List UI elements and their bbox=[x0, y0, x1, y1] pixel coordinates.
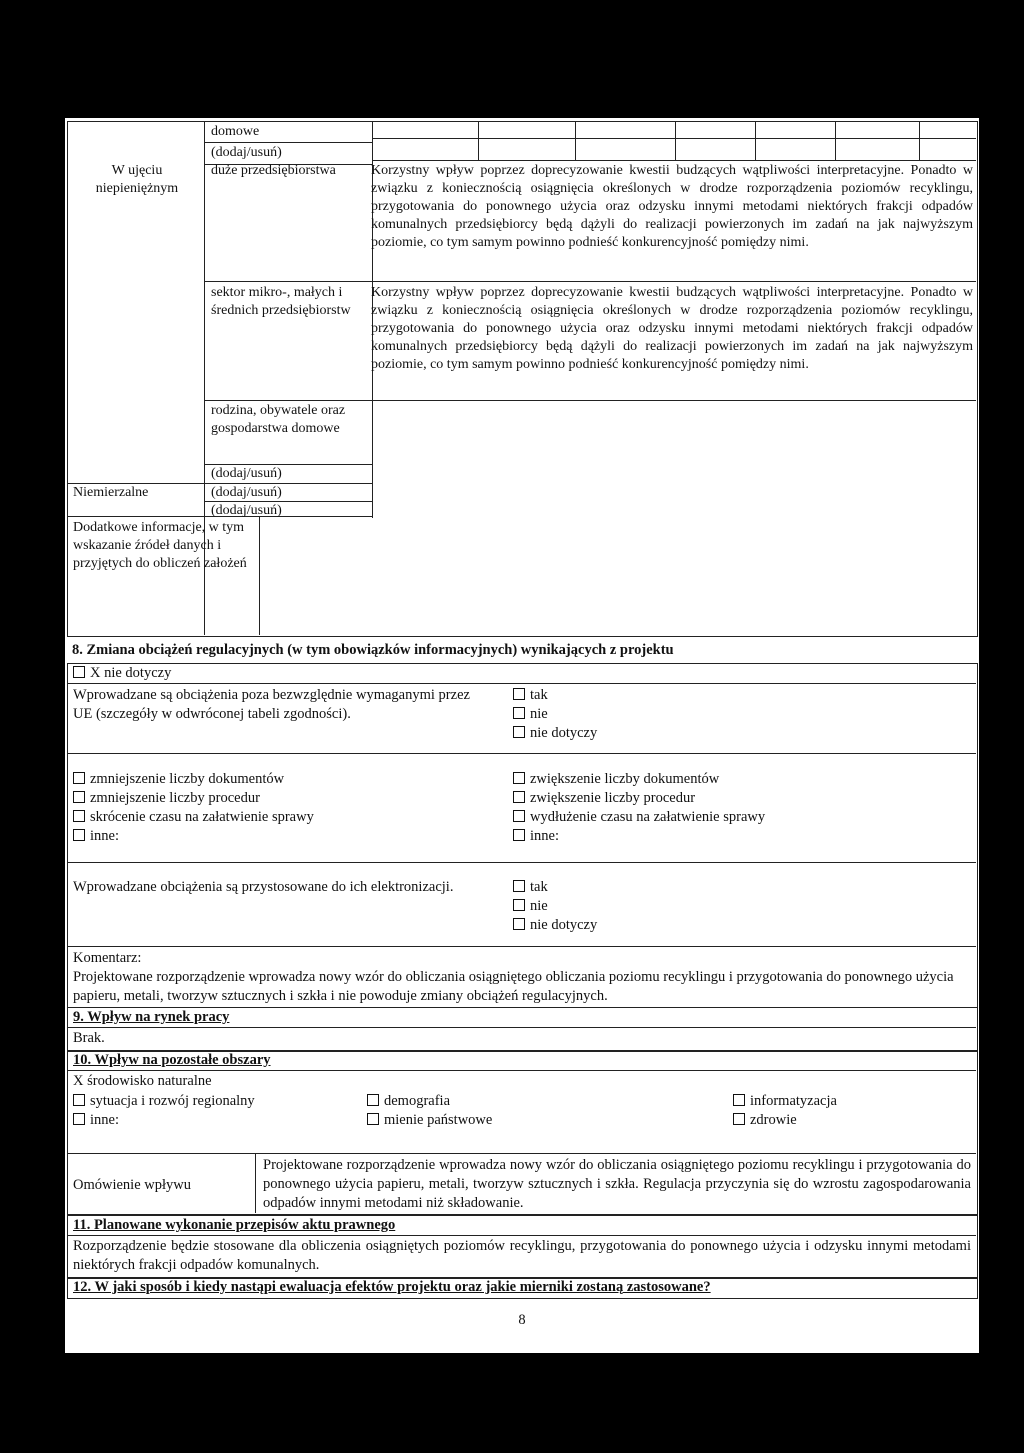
option-digitization[interactable]: informatyzacja bbox=[733, 1092, 837, 1111]
checkbox-icon[interactable] bbox=[367, 1094, 379, 1106]
checkbox-icon[interactable] bbox=[367, 1113, 379, 1125]
section8-q1-options bbox=[513, 686, 597, 743]
option-more-documents[interactable]: zwiększenie liczby dokumentów bbox=[513, 770, 765, 789]
section8-q1: Wprowadzane są obciążenia poza bezwzględnie wymaganymi przez UE (szczegóły w odwróconej tabeli zgodności). bbox=[73, 687, 470, 722]
checkbox-icon[interactable] bbox=[733, 1094, 745, 1106]
checkbox-icon[interactable] bbox=[513, 688, 525, 700]
checkbox-icon[interactable] bbox=[513, 899, 525, 911]
section10-heading: 10. Wpływ na pozostałe obszary bbox=[73, 1052, 271, 1068]
family-label: rodzina, obywatele oraz gospodarstwa domowe bbox=[211, 403, 346, 436]
checkbox-icon[interactable] bbox=[513, 772, 525, 784]
section11-heading: 11. Planowane wykonanie przepisów aktu prawnego bbox=[73, 1217, 396, 1233]
option-state-property[interactable]: mienie państwowe bbox=[367, 1111, 492, 1130]
checkbox-icon[interactable] bbox=[73, 772, 85, 784]
unmeasurable-dodaj-usun-1[interactable]: (dodaj/usuń) bbox=[211, 485, 282, 500]
unmeasurable-dodaj-usun-2[interactable]: (dodaj/usuń) bbox=[211, 503, 282, 518]
row-domowe: domowe bbox=[211, 124, 260, 139]
sme-label: sektor mikro-, małych i średnich przedsiębiorstw bbox=[211, 285, 351, 318]
checkbox-icon[interactable] bbox=[73, 829, 85, 841]
section10-col3 bbox=[733, 1092, 837, 1130]
checkbox-icon[interactable] bbox=[513, 918, 525, 930]
checkbox-icon[interactable] bbox=[513, 707, 525, 719]
option-health[interactable]: zdrowie bbox=[733, 1111, 837, 1130]
option-regional[interactable]: sytuacja i rozwój regionalny bbox=[73, 1092, 255, 1111]
checkbox-icon[interactable] bbox=[73, 791, 85, 803]
document-page bbox=[65, 118, 979, 1353]
checkbox-icon[interactable] bbox=[73, 1094, 85, 1106]
section8-right-options bbox=[513, 770, 765, 846]
option-longer-time[interactable]: wydłużenie czasu na załatwienie sprawy bbox=[513, 808, 765, 827]
option-fewer-documents[interactable]: zmniejszenie liczby dokumentów bbox=[73, 770, 314, 789]
section8-q2: Wprowadzane obciążenia są przystosowane do ich elektronizacji. bbox=[73, 879, 454, 895]
option-other[interactable]: inne: bbox=[73, 1111, 255, 1130]
option-more-procedures[interactable]: zwiększenie liczby procedur bbox=[513, 789, 765, 808]
checkbox-icon[interactable] bbox=[513, 791, 525, 803]
nonmonetary-label: W ujęciu niepieniężnym bbox=[95, 163, 179, 196]
comment-text: Projektowane rozporządzenie wprowadza nowy wzór do obliczania osiągniętego obliczania poziomu recyklingu i przygotowania do ponownego użycia papieru, metali, tworzyw sztucznych i szkła i nie powoduje zmiany obciążeń regulacyjnych. bbox=[73, 969, 954, 1004]
section9-text: Brak. bbox=[73, 1030, 105, 1046]
large-firms-impact-text: Korzystny wpływ poprzez doprecyzowanie kwestii budzących wątpliwości interpretacyjne. Ponadto w związku z koniecznością osiągnięcia określonych w drodze rozporządzenia poziomów recyklingu, przygotowania do ponownego użycia oraz odzysku innymi metodami niektórych frakcji odpadów komunalnych przedsiębiorcy będą dążyli do realizacji powierzonych im zadań na jak najwyższym poziomie, co tym samym powinno podnieść konkurencyjność pomiędzy nimi. bbox=[371, 163, 973, 250]
option-shorter-time[interactable]: skrócenie czasu na załatwienie sprawy bbox=[73, 808, 314, 827]
section10-environment: X środowisko naturalne bbox=[73, 1073, 212, 1089]
checkbox-icon[interactable] bbox=[513, 726, 525, 738]
additional-info-label: Dodatkowe informacje, w tym wskazanie źródeł danych i przyjętych do obliczeń założeń bbox=[73, 520, 247, 571]
large-firms-label: duże przedsiębiorstwa bbox=[211, 163, 336, 178]
section10-col2 bbox=[367, 1092, 492, 1130]
sme-impact-text: Korzystny wpływ poprzez doprecyzowanie kwestii budzących wątpliwości interpretacyjne. Ponadto w związku z koniecznością osiągnięcia określonych w drodze rozporządzenia poziomów recyklingu, przygotowania do ponownego użycia oraz odzysku innymi metodami niektórych frakcji odpadów komunalnych przedsiębiorcy będą dążyli do realizacji powierzonych im zadań na jak najwyższym poziomie, co tym samym powinno podnieść konkurencyjność pomiędzy nimi. bbox=[371, 285, 973, 372]
section8-not-applicable[interactable]: X nie dotyczy bbox=[73, 664, 171, 683]
comment-label: Komentarz: bbox=[73, 950, 142, 966]
option-other-right[interactable]: inne: bbox=[513, 827, 765, 846]
option-tak[interactable]: tak bbox=[513, 878, 597, 897]
option-nie[interactable]: nie bbox=[513, 705, 597, 724]
family-dodaj-usun[interactable]: (dodaj/usuń) bbox=[211, 466, 282, 481]
option-nie-dotyczy[interactable]: nie dotyczy bbox=[513, 724, 597, 743]
section12-heading: 12. W jaki sposób i kiedy nastąpi ewaluacja efektów projektu oraz jakie mierniki zostaną zastosowane? bbox=[73, 1279, 711, 1295]
row-dodaj-usun[interactable]: (dodaj/usuń) bbox=[211, 145, 282, 160]
option-demography[interactable]: demografia bbox=[367, 1092, 492, 1111]
section8-heading: 8. Zmiana obciążeń regulacyjnych (w tym obowiązków informacyjnych) wynikających z projektu bbox=[72, 642, 674, 658]
section9-heading: 9. Wpływ na rynek pracy bbox=[73, 1009, 230, 1025]
impact-label: Omówienie wpływu bbox=[73, 1177, 191, 1193]
checkbox-icon[interactable] bbox=[73, 810, 85, 822]
checkbox-icon[interactable] bbox=[73, 666, 85, 678]
option-fewer-procedures[interactable]: zmniejszenie liczby procedur bbox=[73, 789, 314, 808]
checkbox-icon[interactable] bbox=[513, 880, 525, 892]
impact-text: Projektowane rozporządzenie wprowadza nowy wzór do obliczania osiągniętego poziomu recyklingu i przygotowania do ponownego użycia papieru, metali, tworzyw sztucznych i szkła. Regulacja przyczynia się do wzrostu zagospodarowania odpadów innymi metodami niż składowanie. bbox=[263, 1157, 971, 1211]
section11-text: Rozporządzenie będzie stosowane dla obliczenia osiągniętych poziomów recyklingu, przygotowania do ponownego użycia i odzysku innymi metodami niektórych frakcji odpadów komunalnych. bbox=[73, 1238, 971, 1273]
option-nie[interactable]: nie bbox=[513, 897, 597, 916]
option-other-left[interactable]: inne: bbox=[73, 827, 314, 846]
page-number: 8 bbox=[518, 1312, 526, 1328]
section10-col1 bbox=[73, 1092, 255, 1130]
unmeasurable-label: Niemierzalne bbox=[73, 485, 149, 500]
option-tak[interactable]: tak bbox=[513, 686, 597, 705]
checkbox-icon[interactable] bbox=[733, 1113, 745, 1125]
checkbox-icon[interactable] bbox=[513, 810, 525, 822]
checkbox-icon[interactable] bbox=[73, 1113, 85, 1125]
section8-left-options bbox=[73, 770, 314, 846]
option-nie-dotyczy[interactable]: nie dotyczy bbox=[513, 916, 597, 935]
checkbox-icon[interactable] bbox=[513, 829, 525, 841]
section8-q2-options bbox=[513, 878, 597, 935]
